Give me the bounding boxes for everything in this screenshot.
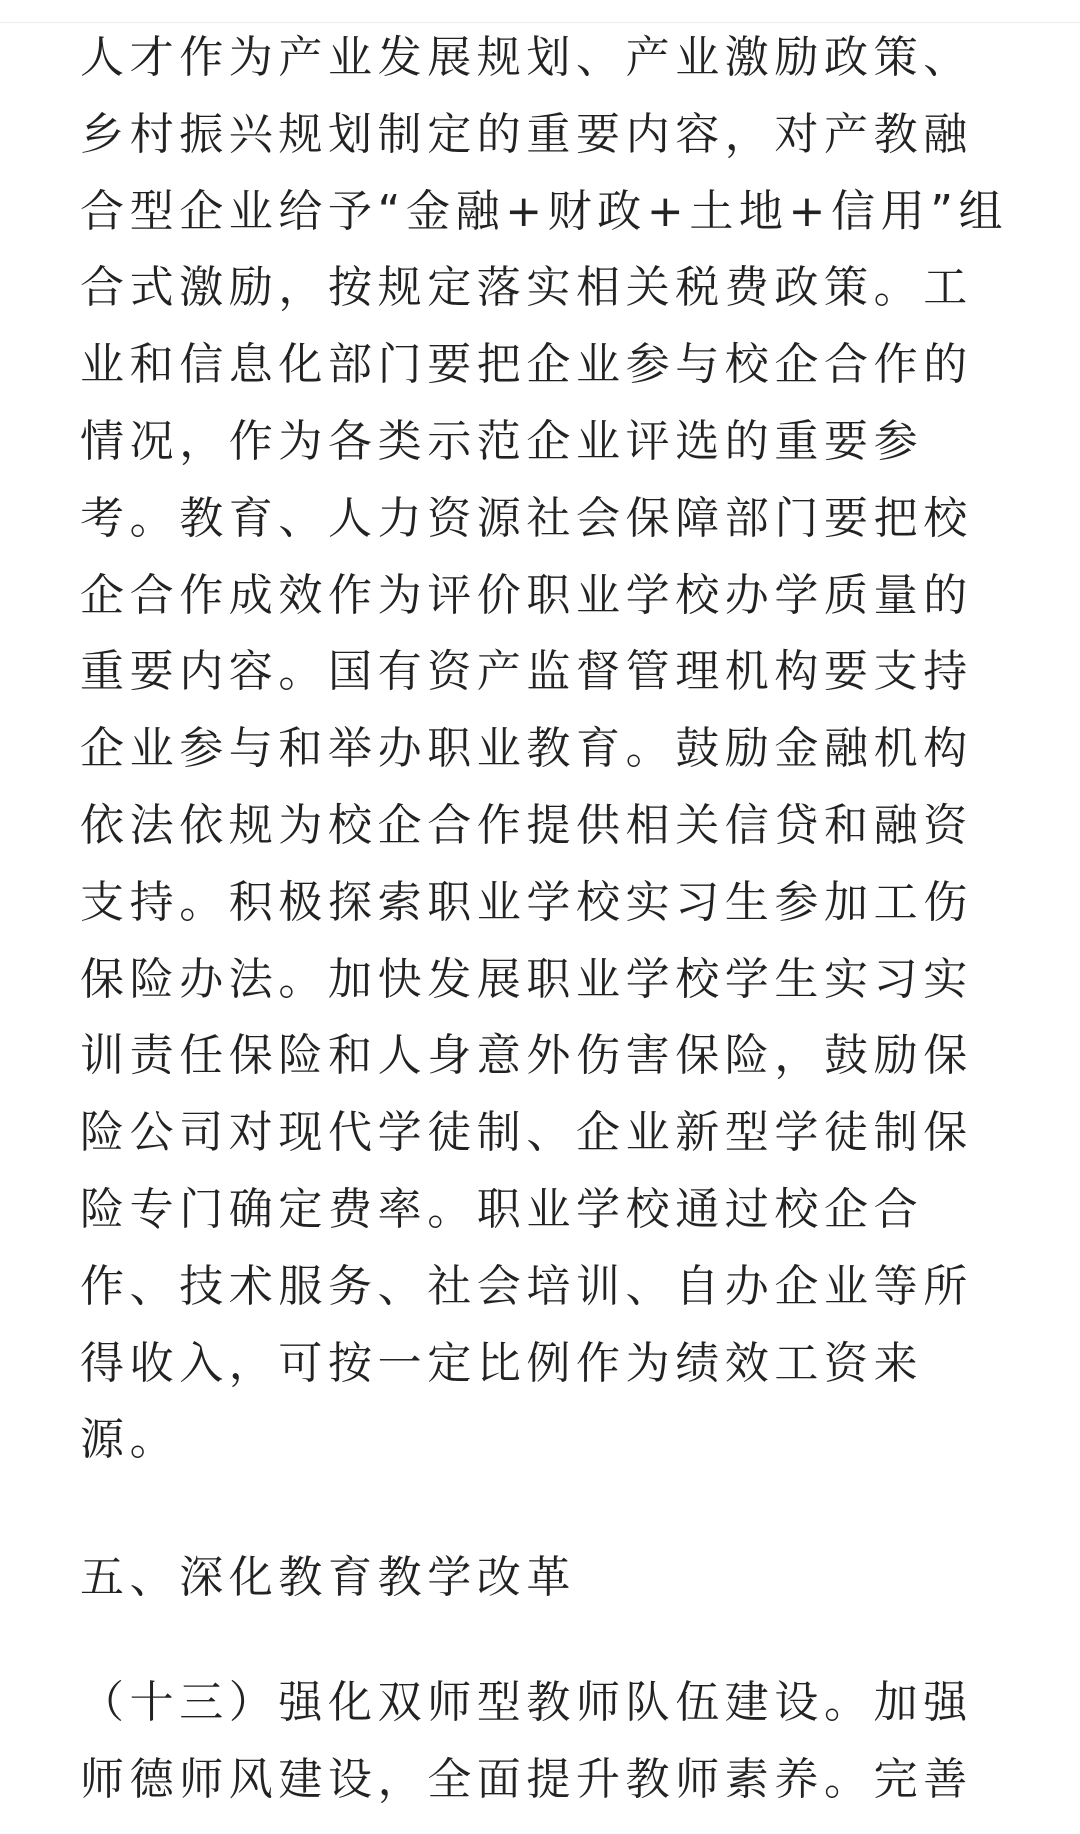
paragraph-line: 情况，作为各类示范企业评选的重要参 [80, 415, 924, 467]
article-paragraph [80, 20, 1009, 1479]
paragraph-line: 人才作为产业发展规划、产业激励政策、 [80, 32, 973, 83]
paragraph-line: 合式激励，按规定落实相关税费政策。工 [80, 262, 973, 314]
paragraph-line: 保险办法。加快发展职业学校学生实习实 [80, 953, 973, 1005]
paragraph-line: 师德师风建设，全面提升教师素养。完善 [80, 1753, 973, 1805]
paragraph-line: 支持。积极探索职业学校实习生参加工伤 [80, 876, 973, 928]
paragraph-line: 考。教育、人力资源社会保障部门要把校 [80, 492, 973, 544]
paragraph-line: 企合作成效作为评价职业学校办学质量的 [80, 569, 973, 621]
paragraph-line: 业和信息化部门要把企业参与校企合作的 [80, 339, 973, 391]
paragraph-line: 源。 [80, 1414, 180, 1466]
paragraph-line: 险公司对现代学徒制、企业新型学徒制保 [80, 1107, 973, 1159]
paragraph-line: 合型企业给予“金融+财政+土地+信用”组 [80, 185, 1009, 237]
paragraph-line: 作、技术服务、社会培训、自办企业等所 [80, 1260, 973, 1312]
paragraph-line: 依法依规为校企合作提供相关信贷和融资 [80, 799, 973, 851]
paragraph-line: 训责任保险和人身意外伤害保险，鼓励保 [80, 1030, 973, 1082]
paragraph-line: 重要内容。国有资产监督管理机构要支持 [80, 646, 973, 698]
next-paragraph [80, 1665, 1000, 1819]
section-heading: 五、深化教育教学改革 [80, 1552, 576, 1603]
paragraph-line: （十三）强化双师型教师队伍建设。加强 [80, 1677, 973, 1728]
paragraph-line: 乡村振兴规划制定的重要内容，对产教融 [80, 108, 973, 160]
paragraph-line: 险专门确定费率。职业学校通过校企合 [80, 1183, 924, 1235]
paragraph-line: 企业参与和举办职业教育。鼓励金融机构 [80, 723, 973, 775]
paragraph-line: 得收入，可按一定比例作为绩效工资来 [80, 1337, 924, 1389]
